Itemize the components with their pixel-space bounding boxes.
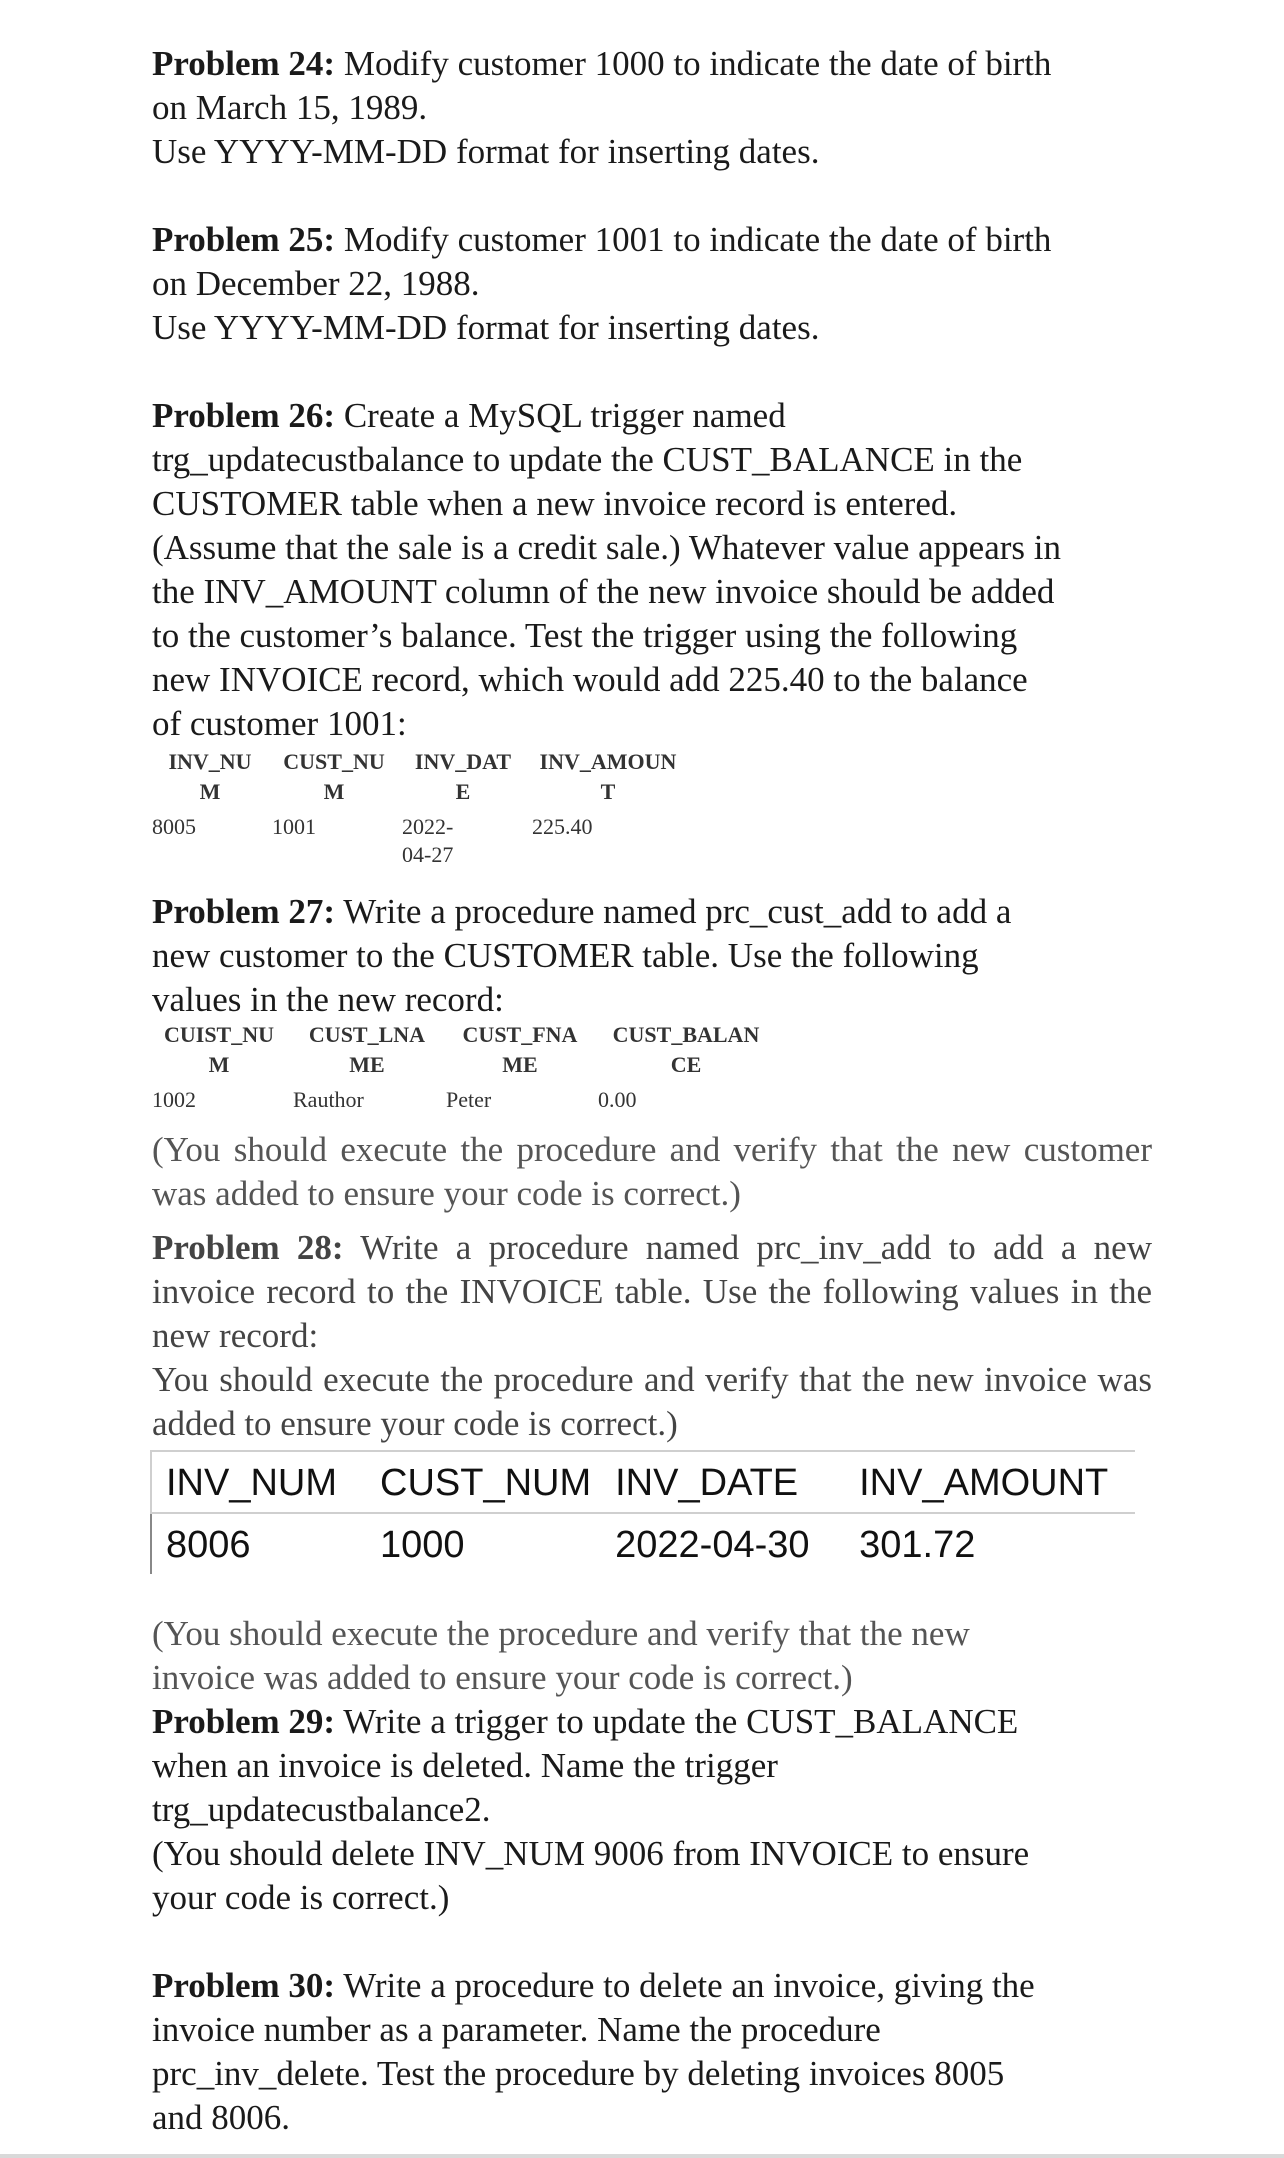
- problem-27-line: new customer to the CUSTOMER table. Use the following: [152, 936, 979, 975]
- problem-30-line: prc_inv_delete. Test the procedure by deleting invoices 8005: [152, 2054, 1005, 2093]
- table-cell: 301.72: [859, 1523, 976, 1566]
- problem-24-label: Problem 24:: [152, 44, 336, 83]
- table-header: CUIST_NU M: [163, 1022, 275, 1077]
- table-cell: Peter: [446, 1087, 492, 1112]
- problem-29-line: Write a trigger to update the CUST_BALANCE: [335, 1702, 1019, 1741]
- table-cell: 0.00: [598, 1087, 637, 1112]
- problem-27: [152, 890, 1152, 1022]
- table-cell: 8005: [152, 814, 196, 839]
- column-header: INV_NUM: [151, 1451, 366, 1513]
- table-row: [151, 1513, 1135, 1574]
- problem-26-line: of customer 1001:: [152, 704, 407, 743]
- problem-28: [152, 1226, 1152, 1358]
- problem-30-line: invoice number as a parameter. Name the procedure: [152, 2010, 881, 2049]
- table-header: CUST_FNA ME: [462, 1022, 578, 1077]
- problem-24: [152, 42, 1152, 174]
- problem-25-label: Problem 25:: [152, 220, 336, 259]
- table-header: CUST_NU M: [283, 749, 385, 804]
- table-cell: 8006: [151, 1513, 366, 1574]
- problem-26-line: trg_updatecustbalance to update the CUST_BALANCE in the: [152, 440, 1023, 479]
- problem-29-line: (You should delete INV_NUM 9006 from INVOICE to ensure: [152, 1834, 1030, 1873]
- problem-26-line: CUSTOMER table when a new invoice record is entered.: [152, 484, 958, 523]
- table-header: CUST_LNA ME: [308, 1022, 426, 1077]
- table-cell: 1002: [152, 1087, 196, 1112]
- problem-27-line: Write a procedure named prc_cust_add to add a: [335, 892, 1012, 931]
- table-cell: Rauthor: [293, 1087, 364, 1112]
- problem-28-followup-line: (You should execute the procedure and verify that the new: [152, 1614, 970, 1653]
- table-header-row: [151, 1451, 1135, 1513]
- table-header: CUST_BALAN CE: [612, 1022, 760, 1077]
- table-header: INV_DAT E: [414, 749, 512, 804]
- problem-26-line: new INVOICE record, which would add 225.40 to the balance: [152, 660, 1028, 699]
- problem-26: [152, 394, 1152, 746]
- problem-25-line: Modify customer 1001 to indicate the date of birth: [335, 220, 1052, 259]
- problem-30: [152, 1964, 1152, 2140]
- column-header: INV_AMOUNT: [845, 1451, 1135, 1513]
- column-header: CUST_NUM: [366, 1451, 601, 1513]
- problem-24-line: Modify customer 1000 to indicate the date of birth: [335, 44, 1052, 83]
- problem-29: [152, 1612, 1152, 1920]
- problem-26-line: the INV_AMOUNT column of the new invoice should be added: [152, 572, 1055, 611]
- table-cell: 1001: [272, 814, 316, 839]
- table-cell: 2022-04-27: [402, 814, 454, 867]
- invoice-grid-table: [150, 1450, 1135, 1574]
- column-header: INV_DATE: [601, 1451, 845, 1513]
- problem-28-note: You should execute the procedure and verify that the new invoice was added to ensure your code is correct.): [152, 1360, 1152, 1443]
- problem-28-label: Problem 28:: [152, 1228, 344, 1267]
- problem-26-line: Create a MySQL trigger named: [335, 396, 786, 435]
- problem-27-note: (You should execute the procedure and verify that the new customer was added to ensure your code is correct.): [152, 1130, 1152, 1213]
- problem-25-line: on December 22, 1988.: [152, 264, 480, 303]
- problem-30-line: and 8006.: [152, 2098, 291, 2137]
- problem-26-line: to the customer’s balance. Test the trigger using the following: [152, 616, 1018, 655]
- problem-24-line: Use YYYY-MM-DD format for inserting dates.: [152, 132, 820, 171]
- table-header: INV_AMOUN T: [539, 749, 677, 804]
- problem-25-line: Use YYYY-MM-DD format for inserting dates.: [152, 308, 820, 347]
- problem-29-line: trg_updatecustbalance2.: [152, 1790, 491, 1829]
- table-cell: 1000: [380, 1523, 465, 1566]
- problem-30-label: Problem 30:: [152, 1966, 336, 2005]
- problem-26-label: Problem 26:: [152, 396, 336, 435]
- table-header: INV_NU M: [168, 749, 252, 804]
- problem-29-label: Problem 29:: [152, 1702, 336, 1741]
- table-cell: 2022-04-30: [615, 1523, 810, 1566]
- problem-27-line: values in the new record:: [152, 980, 504, 1019]
- problem-29-line: when an invoice is deleted. Name the trigger: [152, 1746, 778, 1785]
- table-cell: 225.40: [532, 814, 593, 839]
- problem-24-line: on March 15, 1989.: [152, 88, 428, 127]
- problem-27-label: Problem 27:: [152, 892, 336, 931]
- problem-25: [152, 218, 1152, 350]
- problem-28-text: Write a procedure named prc_inv_add to add a new invoice record to the INVOICE table. Use the following values in the new record:: [152, 1228, 1152, 1355]
- problem-29-line: your code is correct.): [152, 1878, 450, 1917]
- problem-28-followup-line: invoice was added to ensure your code is correct.): [152, 1658, 853, 1697]
- page-bottom-divider: [0, 2154, 1284, 2158]
- problem-26-line: (Assume that the sale is a credit sale.) Whatever value appears in: [152, 528, 1061, 567]
- problem-30-line: Write a procedure to delete an invoice, giving the: [335, 1966, 1035, 2005]
